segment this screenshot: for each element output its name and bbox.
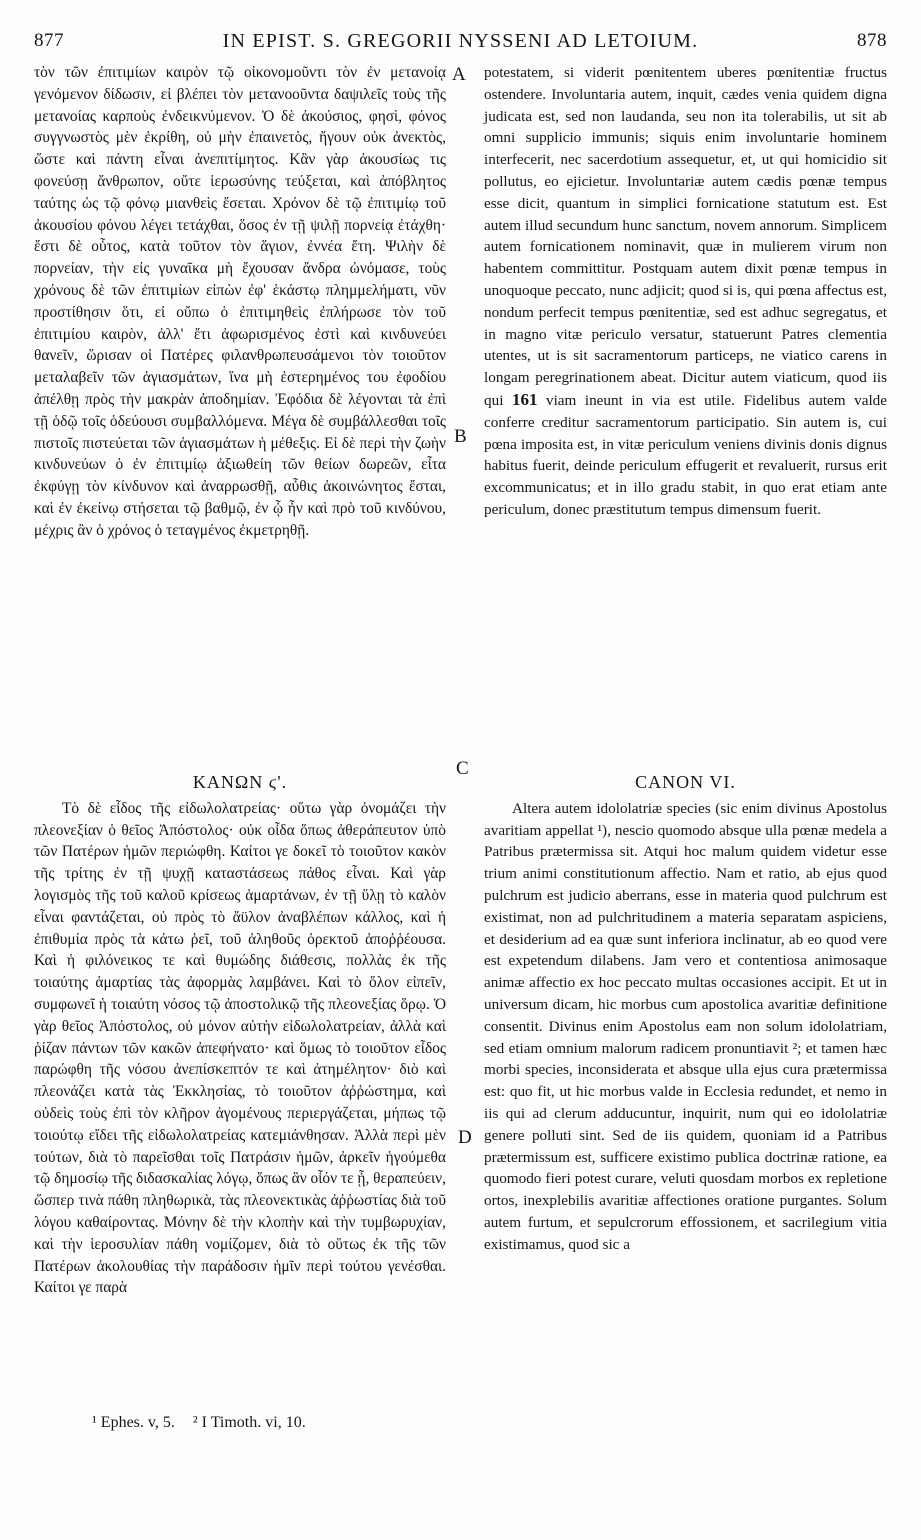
latin-paragraph <box>484 62 887 521</box>
greek-canon-title: ΚΑΝΩΝ ϛ'. <box>192 772 288 792</box>
latin-canon-section <box>484 772 887 1256</box>
margin-marker-a: A <box>452 64 466 85</box>
greek-canon-text: Τὸ δὲ εἶδος τῆς εἰδωλολατρείας· οὕτω γὰρ ὀνομάζει τὴν πλεονεξίαν ὁ θεῖος Ἀπόστολος· οὐκ οἶδα ὅπως ἀθεράπευτον ὑπὸ τῶν Πατέρων ἡμῶν περιώφθη. Καίτοι γε δοκεῖ τὸ τοιοῦτον κακὸν τῆς τρίτης ἐν τῇ ψυχῇ καταστάσεως πάθος εἶναι. Καὶ γὰρ λογισμὸς τῆς τοῦ καλοῦ κρίσεως ἁμαρτάνων, ἐν τῇ ὕλῃ τὸ καλὸν εἶναι φαντάζεται, οὐ πρὸς τὸ ἄϋλον ἀναβλέπων κάλλος, καὶ ἡ ἐπιθυμία πρὸς τὰ κάτω ῥεῖ, τοῦ ἀληθοῦς ὀρεκτοῦ ἀποῤῥέουσα. Καὶ ἡ φιλόνεικος τε καὶ θυμώδης διάθεσις, πολλὰς ἐκ τῆς τοιαύτης ἁμαρτίας τὰς ἀφορμὰς λαμβάνει. Καὶ τὸ ὅλον εἰπεῖν, συμφωνεῖ ἡ τοιαύτη νόσος τῷ ἀποστολικῷ τῆς πλεονεξίας ὅρῳ. Ὁ γὰρ θεῖος Ἀπόστολος, οὐ μόνον αὐτὴν εἰδωλολατρείαν, ἀλλὰ καὶ ῥίζαν πάντων τῶν κακῶν ἀπεφήνατο· καὶ ὅμως τὸ τοιοῦτον εἶδος παρώφθη τῆς νόσου ἀνεπίσκεπτόν τε καὶ ἀτημέλητον· διὸ καὶ πλεονάζει κατὰ τὰς Ἐκκλησίας, τὸ τοιοῦτον ἀῤῥώστημα, καὶ οὐδεὶς τοὺς ἐπὶ τὸν κλῆρον ἀγομένους περιεργάζεται, μήπως τῷ τοιούτῳ εἴδει τῆς εἰδωλολατρείας κατεμιάνθησαν. Ἀλλὰ περὶ μὲν τούτων, διὰ τὸ παρεῖσθαι τοῖς Πατράσιν ἡμῶν, ἀρκεῖν ἡγούμεθα τῷ δημοσίῳ τῆς διδασκαλίας λόγῳ, ὅπως ἂν οἷόν τε ᾖ, θεραπεύειν, ὥσπερ τινὰ πάθη πληθωρικὰ, τὰς πλεονεκτικὰς ἀῤῥωστίας διὰ τοῦ λόγου καθαίροντας. Μόνην δὲ τὴν κλοπὴν καὶ τὴν τυμβωρυχίαν, καὶ τὴν ἱεροσυλίαν πάθη νομίζομεν, διὰ τὸ οὕτως ἐκ τῆς τῶν Πατέρων ἀκολουθίας τὴν παράδοσιν ἡμῖν περὶ τούτου γενέσθαι. Καίτοι γε παρὰ <box>34 799 446 1297</box>
latin-text-before: potestatem, si viderit pœnitentem uberes pœnitentiæ fructus ostendere. Involuntaria autem, inquit, cædes venia quidem digna judicata est, sed non laudanda, seu non ita tolerabilis, ut sit ab omni supplicio immunis; siquis enim involuntarie hominem interfecerit, nec sacerdotium assequetur, et, ut qui homicidio sit pollutus, eo ejicietur. Involuntariæ autem cædis pœnæ tempus esse dicit, quantum in simplici fornicatione statutum est. Est autem illud secundum hunc sanctum, novem annorum. Simplicem autem fornicationem nominavit, quæ in mulierem virum non habentem committitur. Postquam autem dixit pœnæ tempus in unoquoque peccato, nunc adjicit; quod si is, qui pœna affectus est, nondum perfecit tempus pœnitentiæ, sed est adhuc segregatus, et in magno vitæ periculo versatur, statuerunt Patres clementia utentes, ut is sit sacramentorum particeps, ne viatico carens in longam peregrinationem abeat. Dicitur autem viaticum, quod iis qui <box>484 64 887 409</box>
margin-marker-d: D <box>458 1127 472 1148</box>
greek-paragraph: τὸν τῶν ἐπιτιμίων καιρὸν τῷ οἰκονομοῦντι τὸν ἐν μετανοίᾳ γενόμενον δίδωσιν, εἰ βλέπει τὸν μετανοοῦντα δαψιλεῖς τοὺς τῆς μετανοίας καρποὺς ἐνδεικνύμενον. Ὁ δὲ ἀκούσιος, φησὶ, φόνος συγγνωστὸς μὲν ἐκρίθη, οὐ μὴν ἐπαινετὸς, ἤγουν οὐκ ἀνεκτὸς, ὥστε καὶ πάντη εἶναι ἀνεπιτίμητος. Κἂν γὰρ ἀκουσίως τις φονεύσῃ ἄνθρωπον, οὔτε ἱερωσύνης τεύξεται, καὶ ἀπόβλητος ταύτης ὡς τῷ φόνῳ μιανθεὶς ἔσεται. Χρόνον δὲ τῷ ἐπιτιμίῳ τοῦ ἀκουσίου φόνου λέγει τετάχθαι, ὅσος ἐν τῇ ψιλῇ πορνείᾳ ἐτάχθη· ἔστι δὲ οὗτος, κατὰ τοῦτον τὸν ἅγιον, ἐννέα ἔτη. Ψιλὴν δὲ πορνείαν, τὴν εἰς γυναῖκα μὴ ἔχουσαν ἄνδρα ὠνόμασε, τοὺς χρόνους δὲ τῶν ἐπιτιμίων εἰπὼν ἐφ' ἑκάστῳ πλημμελήματι, νῦν προστίθησιν ὅτι, εἰ οὔπω ὁ ἐπιτιμηθεὶς ἐπλήρωσε τὸν τοῦ ἐπιτιμίου καιρὸν, ἀλλ' ἔτι ἀφωρισμένος ἐστὶ καὶ κινδυνεύει θανεῖν, ὥρισαν οἱ Πατέρες φιλανθρωπευσάμενοι τὸν τοιοῦτον μεταλαβεῖν τῶν ἁγιασμάτων, ἵνα μὴ ἐστερημένος του ἐφοδίου ἀπέλθῃ πρὸς τὴν μακρὰν ἀποδημίαν. Ἐφόδια δὲ λέγονται τὰ ἐπὶ τῇ ὁδῷ τοῖς ὁδεύουσι συμβαλλόμενα. Μέγα δὲ συμβάλλεσθαι τοῖς πιστοῖς πιστεύεται τῶν ἁγιασμάτων ἡ μέθεξις. Εἰ δὲ περὶ τὴν ζωὴν κινδυνεύων ὁ ἐν ἐπιτιμίῳ ἀξιωθείη τῶν θείων δωρεῶν, εἶτα ἐκφύγῃ τὸν κίνδυνον καὶ ἀναρρωσθῇ, αὖθις ἀκοινώνητος ἔσται, καὶ ἐν ἐκείνῳ στήσεται τῷ βαθμῷ, ἐν ᾧ ἦν καὶ πρὸ τοῦ κινδύνου, μέχρις ἂν ὁ χρόνος ὁ τεταγμένος ἐκμετρηθῇ. <box>34 64 446 539</box>
page-marker-number: 161 <box>511 389 538 409</box>
page-number-left: 877 <box>34 30 64 51</box>
page-number-right: 878 <box>857 30 887 51</box>
margin-marker-b: B <box>454 426 467 447</box>
latin-canon-text: Altera autem idololatriæ species (sic enim divinus Apostolus avaritiam appellat ¹), nescio quomodo absque ulla pœnæ medela a Patribus prætermissa sit. Atqui hoc malum quidem videtur esse trium animi constitutionum affectio. Nam et ratio, ab ejus quod pulchrum est judicio aberrans, esse in materia quod pulchrum est existimat, non ad pulchritudinem a materia separatam aspiciens, et desiderium ad ea quæ sunt inferiora inclinatur, ab eo quod vere est expetendum dilabens. Jam vero et contentiosa animosaque animæ affectio ex hoc peccato multas occasiones accipit. Et ut in universum dicam, hic morbus cum apostolica avaritiæ definitione consentit. Divinus enim Apostolus eam non solum idololatriam, sed etiam omnium malorum radicem pronuntiavit ²; et tamen hæc morbi species, inconsiderata et absque ulla ejus cura prætermissa est: quo fit, ut hic morbus valde in Ecclesia redundet, et nemo in iis qui ad clerum adducuntur, inquirit, num qui eo idololatriæ genere polluti sint. Sed de iis quidem, quoniam id a Patribus prætermissum est, sufficere existimo publica doctrinæ ratione, ea quomodo fieri potest curare, veluti quosdam morbos ex repletione ortos, inexplebilis avaritiæ affectiones oratione purgantes. Solum autem furtum, et sepulcrorum effossionem, et sacrilegium vitia existimamus, quod sic a <box>484 799 887 1253</box>
greek-column-top <box>34 62 446 542</box>
footnote-1: ¹ Ephes. v, 5. <box>92 1414 175 1431</box>
latin-column-top <box>484 62 887 521</box>
latin-text-after: viam ineunt in via est utile. Fidelibus autem valde conferre creditur sacramentorum participatio. Sin autem is, cui pœna imposita est, in vitæ periculum veniens divinis donis dignus habitus fuerit, deinde periculum effugerit et revaluerit, rursus erit excommunicatus; et in illo gradu stabit, in quo erat etiam ante periculum, donec præstitutum tempus dimensum fuerit. <box>484 391 888 518</box>
running-header <box>34 30 887 56</box>
latin-canon-title: CANON VI. <box>635 772 736 792</box>
margin-marker-c: C <box>456 758 469 779</box>
footnotes <box>92 1414 320 1432</box>
footnote-2: ² I Timoth. vi, 10. <box>192 1414 306 1431</box>
greek-canon-section <box>34 772 446 1299</box>
running-title: IN EPIST. S. GREGORII NYSSENI AD LETOIUM. <box>222 30 699 52</box>
